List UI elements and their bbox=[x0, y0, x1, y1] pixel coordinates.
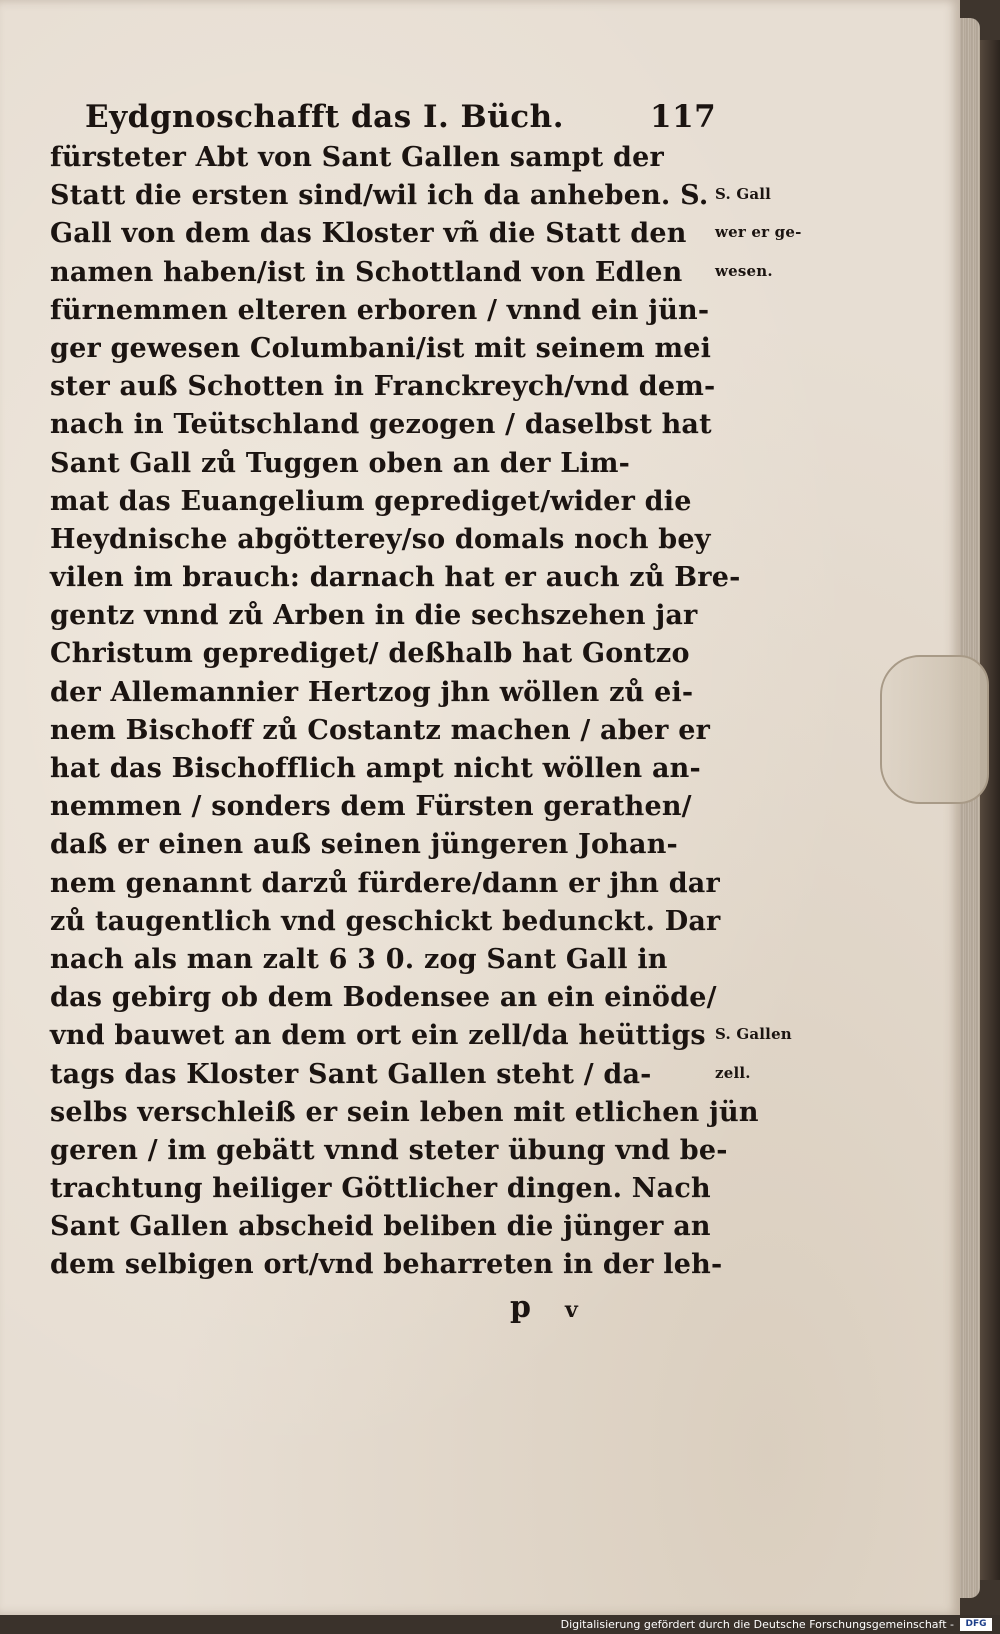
marginal-note: S. Gall bbox=[715, 185, 772, 204]
text-line bbox=[50, 1208, 910, 1246]
line-text: nach in Teütschland gezogen / daselbst hat bbox=[50, 409, 712, 441]
text-line bbox=[50, 979, 910, 1017]
text-line bbox=[50, 1094, 910, 1132]
running-title: Eydgnoschafft das I. Büch. bbox=[85, 99, 564, 135]
dfg-logo: DFG bbox=[960, 1618, 992, 1631]
text-line bbox=[50, 254, 910, 292]
text-line bbox=[50, 826, 910, 864]
line-text: namen haben/ist in Schottland von Edlen bbox=[50, 256, 683, 288]
text-line bbox=[50, 521, 910, 559]
line-text: das gebirg ob dem Bodensee an ein einöde/ bbox=[50, 982, 717, 1014]
line-text: fürsteter Abt von Sant Gallen sampt der bbox=[50, 142, 664, 173]
text-line bbox=[50, 597, 910, 635]
line-text: vnd bauwet an dem ort ein zell/da heüttigs bbox=[50, 1020, 706, 1052]
line-text: geren / im gebätt vnnd steter übung vnd be- bbox=[50, 1134, 728, 1166]
line-text: selbs verschleiß er sein leben mit etlichen jün bbox=[50, 1096, 759, 1128]
page-text-block bbox=[50, 95, 910, 1285]
text-line bbox=[50, 712, 910, 750]
footer-credit: Digitalisierung gefördert durch die Deutsche Forschungsgemeinschaft - bbox=[560, 1618, 954, 1631]
text-line bbox=[50, 635, 910, 673]
text-line bbox=[50, 292, 910, 330]
line-text: Gall von dem das Kloster vñ die Statt den bbox=[50, 218, 687, 250]
line-text: zů taugentlich vnd geschickt bedunckt. Dar bbox=[50, 905, 721, 937]
text-line bbox=[50, 750, 910, 788]
text-line bbox=[50, 1132, 910, 1170]
line-text: nemmen / sonders dem Fürsten gerathen/ bbox=[50, 791, 692, 823]
line-text: gentz vnnd zů Arben in die sechszehen jar bbox=[50, 600, 698, 632]
line-text: vilen im brauch: darnach hat er auch zů Bre- bbox=[50, 562, 741, 594]
line-text: mat das Euangelium geprediget/wider die bbox=[50, 485, 692, 517]
marginal-note: S. Gallen bbox=[715, 1025, 792, 1044]
line-text: nem genannt darzů fürdere/dann er jhn dar bbox=[50, 867, 720, 899]
line-text: Christum geprediget/ deßhalb hat Gontzo bbox=[50, 638, 690, 670]
footer-bar bbox=[0, 1615, 1000, 1634]
line-text: fürnemmen elteren erboren / vnnd ein jün- bbox=[50, 294, 710, 326]
text-line bbox=[50, 1170, 910, 1208]
signature-sub-letter: v bbox=[564, 1297, 578, 1323]
text-line bbox=[50, 1017, 910, 1055]
page-tab-marker bbox=[880, 655, 989, 804]
text-line bbox=[50, 903, 910, 941]
text-line bbox=[50, 330, 910, 368]
line-text: Statt die ersten sind/wil ich da anheben. S. bbox=[50, 180, 709, 212]
line-text: tags das Kloster Sant Gallen steht / da- bbox=[50, 1058, 652, 1090]
line-text: dem selbigen ort/vnd beharreten in der leh- bbox=[50, 1249, 723, 1281]
line-text: Sant Gallen abscheid beliben die jünger an bbox=[50, 1211, 711, 1243]
text-line bbox=[50, 368, 910, 406]
text-line bbox=[50, 445, 910, 483]
line-text: nach als man zalt 6 3 0. zog Sant Gall in bbox=[50, 943, 668, 975]
signature-mark bbox=[510, 1290, 578, 1325]
line-text: Heydnische abgötterey/so domals noch bey bbox=[50, 523, 711, 555]
book-edge-shadow bbox=[978, 40, 1000, 1580]
running-header bbox=[85, 95, 910, 139]
text-line bbox=[50, 788, 910, 826]
line-text: ger gewesen Columbani/ist mit seinem mei bbox=[50, 332, 712, 364]
page-number: 117 bbox=[650, 99, 717, 135]
marginal-note: wer er ge- bbox=[715, 223, 802, 242]
line-text: der Allemannier Hertzog jhn wöllen zů ei- bbox=[50, 676, 694, 708]
line-text: Sant Gall zů Tuggen oben an der Lim- bbox=[50, 447, 631, 479]
line-text: nem Bischoff zů Costantz machen / aber er bbox=[50, 714, 711, 746]
line-text: trachtung heiliger Göttlicher dingen. Nach bbox=[50, 1173, 711, 1205]
text-line bbox=[50, 483, 910, 521]
text-line bbox=[50, 1246, 910, 1284]
text-line bbox=[50, 215, 910, 253]
text-line bbox=[50, 941, 910, 979]
text-line bbox=[50, 139, 910, 177]
line-text: daß er einen auß seinen jüngeren Johan- bbox=[50, 829, 678, 861]
text-line bbox=[50, 1056, 910, 1094]
text-line bbox=[50, 559, 910, 597]
text-line bbox=[50, 674, 910, 712]
line-text: hat das Bischofflich ampt nicht wöllen an- bbox=[50, 753, 701, 784]
text-line bbox=[50, 177, 910, 215]
body-text bbox=[50, 139, 910, 1285]
text-line bbox=[50, 406, 910, 444]
line-text: ster auß Schotten in Franckreych/vnd dem- bbox=[50, 371, 716, 403]
marginal-note: zell. bbox=[715, 1063, 751, 1082]
marginal-note: wesen. bbox=[715, 261, 773, 280]
signature-letter: p bbox=[510, 1290, 531, 1325]
text-line bbox=[50, 865, 910, 903]
